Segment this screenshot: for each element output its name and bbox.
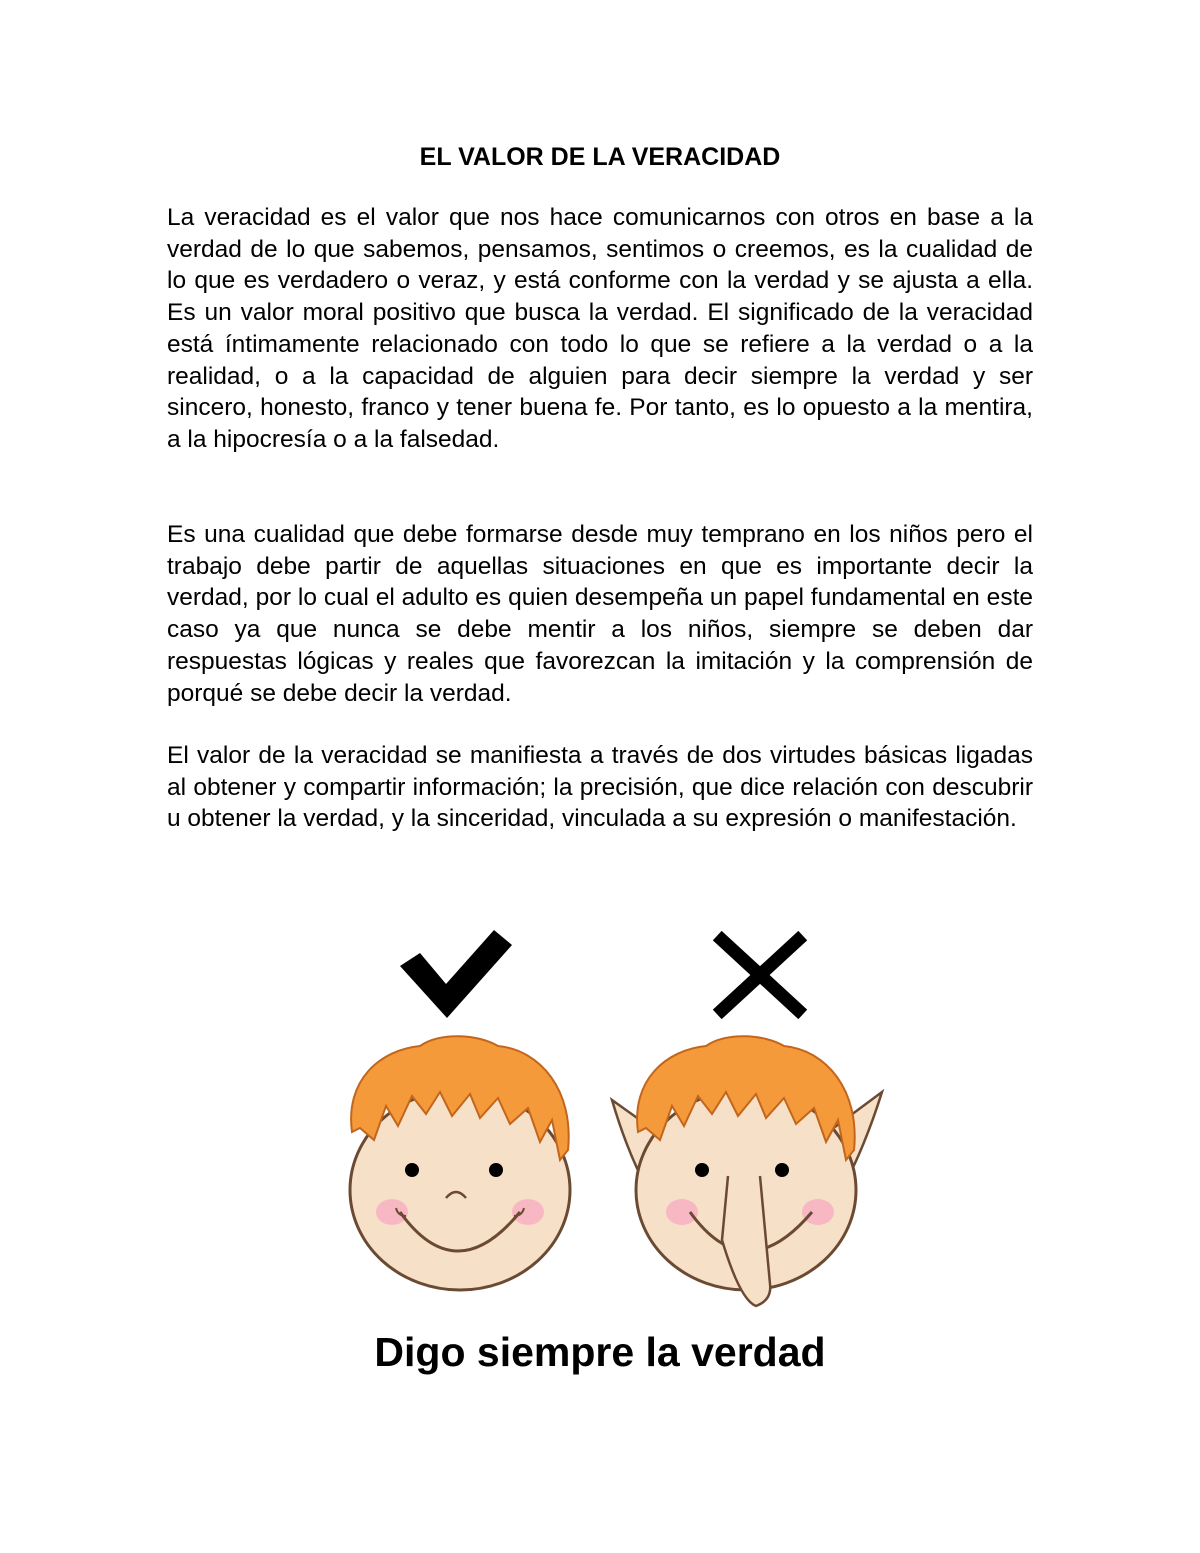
honest-boy-face	[350, 1036, 570, 1290]
truth-illustration	[330, 920, 890, 1320]
illustration-caption: Digo siempre la verdad	[374, 1329, 826, 1375]
document-title: EL VALOR DE LA VERACIDAD	[419, 143, 781, 171]
liar-boy-face	[612, 1036, 882, 1306]
paragraph-1: La veracidad es el valor que nos hace comunicarnos con otros en base a la verdad de lo que sabemos, pensamos, sentimos o creemos, es la cualidad de lo que es verdadero o veraz, y está conforme con la verdad y se ajusta a ella. Es un valor moral positivo que busca la verdad. El significado de la veracidad está íntimamente relacionado con todo lo que se refiere a la verdad o a la realidad, o a la capacidad de alguien para decir siempre la verdad y ser sincero, honesto, franco y tener buena fe. Por tanto, es lo opuesto a la mentira, a la hipocresía o a la falsedad.	[167, 204, 1033, 453]
paragraph-2: Es una cualidad que debe formarse desde muy temprano en los niños pero el trabajo debe partir de aquellas situaciones en que es importante decir la verdad, por lo cual el adulto es quien desempeña un papel fundamental en este caso ya que nunca se debe mentir a los niños, siempre se deben dar respuestas lógicas y reales que favorezcan la imitación y la comprensión de porqué se debe decir la verdad.	[167, 521, 1033, 707]
paragraph-3: El valor de la veracidad se manifiesta a través de dos virtudes básicas ligadas al obtener y compartir información; la precisión, que dice relación con descubrir u obtener la verdad, y la sinceridad, vinculada a su expresión o manifestación.	[167, 742, 1033, 833]
cross-icon	[722, 940, 798, 1010]
checkmark-icon	[400, 930, 512, 1018]
